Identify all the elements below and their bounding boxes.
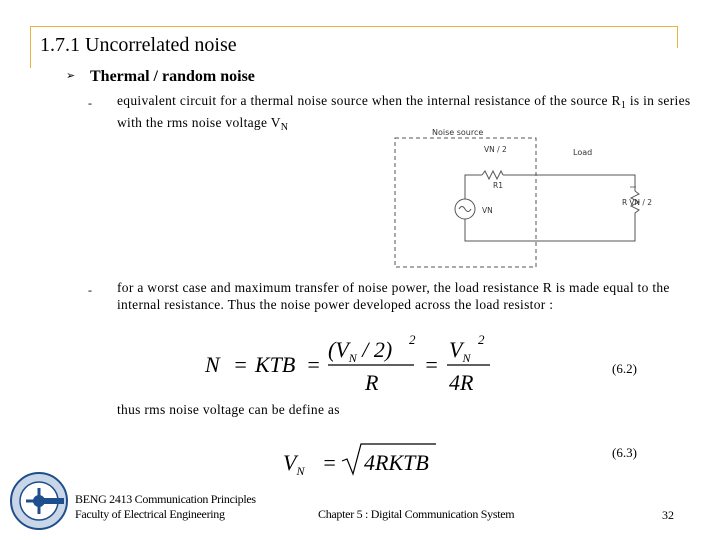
load-resistor-and-return-wire: [465, 191, 639, 241]
equation-number-6-3: (6.3): [612, 445, 637, 460]
university-logo: [8, 470, 70, 532]
footer-course-line-1: BENG 2413 Communication Principles: [75, 492, 256, 506]
load-r-label: R: [622, 198, 628, 207]
footer-course-info: [75, 492, 256, 522]
connector-text: thus rms noise voltage can be define as: [117, 402, 340, 417]
eq62-fraction2-numerator: $V_N$: [449, 337, 471, 365]
thermal-noise-equivalent-circuit: [392, 125, 652, 273]
eq62-equals-1: =: [233, 352, 248, 377]
eq62-fraction2-exponent: 2: [478, 332, 485, 347]
footer-chapter: Chapter 5 : Digital Communication System: [318, 507, 515, 521]
eq63-radicand: 4RKTB: [364, 450, 429, 475]
eq62-fraction1-numerator: $(V_N / 2)$: [328, 337, 393, 365]
eq62-fraction1-exponent: 2: [409, 332, 416, 347]
eq62-fraction1-denominator: R: [365, 370, 379, 395]
eq62-ktb: KTB: [255, 352, 296, 377]
item1-text-b: is in series with the rms noise voltage V: [117, 93, 691, 130]
eq63-vn: $V_N$: [283, 450, 305, 478]
eq62-n: N: [205, 352, 220, 377]
eq62-fraction2-denominator: 4R: [449, 370, 474, 395]
item1-subscript-n: N: [280, 122, 289, 133]
eq63-equals: =: [322, 450, 337, 475]
load-vn-over-2-label: VN / 2: [629, 198, 652, 207]
equation-number-6-2: (6.2): [612, 361, 637, 376]
wire-left-top: [465, 175, 482, 203]
eq62-equals-2: =: [306, 352, 321, 377]
item2-text: for a worst case and maximum transfer of noise power, the load resistance R is made equal to the internal resistance. Thus the noise power developed across the load resistor :: [117, 280, 670, 312]
r1-resistor: [482, 171, 503, 179]
title-frame-right-line: [677, 26, 678, 48]
title-frame-left-line: [30, 26, 31, 68]
dash-bullet-icon: -: [88, 96, 92, 110]
equation-6-3: [278, 438, 443, 480]
wire-top: [503, 175, 635, 191]
arrow-bullet-icon: ➢: [66, 69, 76, 82]
eq62-equals-3: =: [424, 352, 439, 377]
dash-bullet-icon: -: [88, 283, 92, 297]
footer-course-line-2: Faculty of Electrical Engineering: [75, 507, 225, 521]
item1-text-a: equivalent circuit for a thermal noise source when the internal resistance of the source R: [117, 93, 621, 108]
vn-over-2-label: VN / 2: [484, 145, 507, 154]
page-number: 32: [662, 508, 674, 522]
item1-subscript-1: 1: [620, 100, 627, 111]
equation-6-2: [200, 330, 500, 396]
vn-label: VN: [482, 206, 493, 215]
slide-title: 1.7.1 Uncorrelated noise: [40, 34, 237, 56]
load-label: Load: [573, 148, 593, 157]
bullet-heading: Thermal / random noise: [90, 68, 255, 85]
noise-source-label: Noise source: [432, 128, 484, 137]
title-frame-top-line: [30, 26, 678, 27]
r1-label: R1: [493, 181, 503, 190]
